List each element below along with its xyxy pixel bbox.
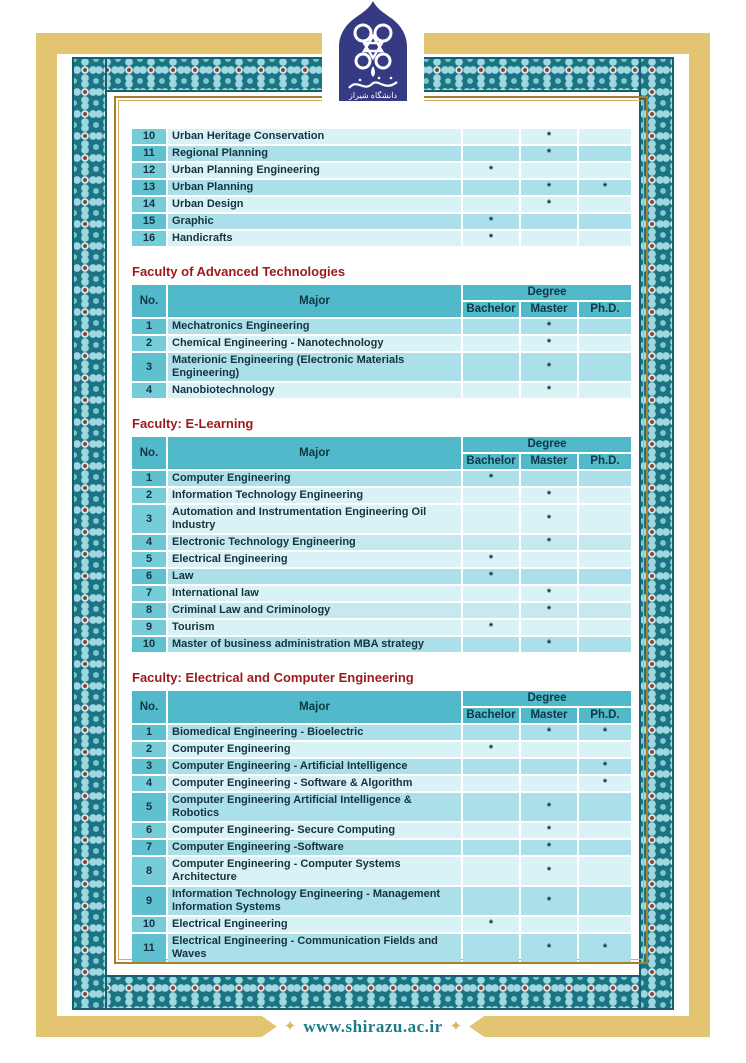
row-number-cell: 3 bbox=[132, 505, 166, 533]
row-number-cell: 14 bbox=[132, 197, 166, 212]
phd-mark-cell: * bbox=[579, 180, 631, 195]
bachelor-mark-cell bbox=[463, 353, 519, 381]
phd-mark-cell bbox=[579, 535, 631, 550]
bachelor-mark-cell bbox=[463, 603, 519, 618]
phd-mark-cell bbox=[579, 887, 631, 915]
bachelor-mark-cell bbox=[463, 840, 519, 855]
major-row bbox=[132, 488, 631, 503]
footer bbox=[57, 1010, 689, 1043]
row-number-cell: 1 bbox=[132, 471, 166, 486]
bachelor-mark-cell: * bbox=[463, 471, 519, 486]
master-mark-cell: * bbox=[521, 603, 577, 618]
master-mark-cell: * bbox=[521, 129, 577, 144]
phd-mark-cell bbox=[579, 857, 631, 885]
phd-mark-cell bbox=[579, 353, 631, 381]
major-name-cell: Mechatronics Engineering bbox=[168, 319, 461, 334]
major-row bbox=[132, 857, 631, 885]
bachelor-mark-cell: * bbox=[463, 620, 519, 635]
bachelor-mark-cell: * bbox=[463, 214, 519, 229]
header-phd: Ph.D. bbox=[579, 708, 631, 723]
major-name-cell: Computer Engineering bbox=[168, 471, 461, 486]
bachelor-mark-cell bbox=[463, 146, 519, 161]
phd-mark-cell bbox=[579, 793, 631, 821]
phd-mark-cell bbox=[579, 637, 631, 652]
master-mark-cell: * bbox=[521, 319, 577, 334]
bachelor-mark-cell bbox=[463, 637, 519, 652]
master-mark-cell: * bbox=[521, 383, 577, 398]
majors-table bbox=[130, 435, 633, 654]
master-mark-cell: * bbox=[521, 887, 577, 915]
phd-mark-cell bbox=[579, 823, 631, 838]
row-number-cell: 7 bbox=[132, 840, 166, 855]
master-mark-cell: * bbox=[521, 180, 577, 195]
major-name-cell: Electrical Engineering - Communication Fields and Waves bbox=[168, 934, 461, 962]
row-number-cell: 3 bbox=[132, 759, 166, 774]
majors-table bbox=[130, 689, 633, 964]
bachelor-mark-cell bbox=[463, 505, 519, 533]
row-number-cell: 15 bbox=[132, 214, 166, 229]
master-mark-cell: * bbox=[521, 637, 577, 652]
master-mark-cell: * bbox=[521, 823, 577, 838]
major-row bbox=[132, 214, 631, 229]
phd-mark-cell bbox=[579, 603, 631, 618]
phd-mark-cell bbox=[579, 214, 631, 229]
major-name-cell: Tourism bbox=[168, 620, 461, 635]
major-row bbox=[132, 231, 631, 246]
majors-table bbox=[130, 283, 633, 400]
bachelor-mark-cell bbox=[463, 336, 519, 351]
phd-mark-cell bbox=[579, 552, 631, 567]
major-name-cell: Handicrafts bbox=[168, 231, 461, 246]
major-row bbox=[132, 586, 631, 601]
table-section-e-learning bbox=[130, 416, 633, 654]
phd-mark-cell bbox=[579, 471, 631, 486]
major-row bbox=[132, 552, 631, 567]
bachelor-mark-cell: * bbox=[463, 917, 519, 932]
bachelor-mark-cell bbox=[463, 129, 519, 144]
row-number-cell: 6 bbox=[132, 823, 166, 838]
major-row bbox=[132, 471, 631, 486]
master-mark-cell: * bbox=[521, 336, 577, 351]
row-number-cell: 8 bbox=[132, 603, 166, 618]
major-name-cell: Urban Design bbox=[168, 197, 461, 212]
phd-mark-cell bbox=[579, 742, 631, 757]
master-mark-cell bbox=[521, 552, 577, 567]
phd-mark-cell bbox=[579, 488, 631, 503]
row-number-cell: 2 bbox=[132, 336, 166, 351]
bachelor-mark-cell bbox=[463, 934, 519, 962]
tables-content-area bbox=[130, 127, 633, 964]
row-number-cell: 4 bbox=[132, 535, 166, 550]
major-row bbox=[132, 917, 631, 932]
master-mark-cell bbox=[521, 917, 577, 932]
header-major: Major bbox=[168, 437, 461, 469]
bachelor-mark-cell bbox=[463, 586, 519, 601]
header-no: No. bbox=[132, 691, 166, 723]
major-name-cell: Computer Engineering- Secure Computing bbox=[168, 823, 461, 838]
master-mark-cell: * bbox=[521, 535, 577, 550]
faculty-title: Faculty: E-Learning bbox=[132, 416, 254, 431]
phd-mark-cell: * bbox=[579, 776, 631, 791]
bachelor-mark-cell: * bbox=[463, 742, 519, 757]
master-mark-cell: * bbox=[521, 488, 577, 503]
major-row bbox=[132, 197, 631, 212]
bachelor-mark-cell bbox=[463, 776, 519, 791]
major-name-cell: Urban Heritage Conservation bbox=[168, 129, 461, 144]
phd-mark-cell bbox=[579, 197, 631, 212]
bachelor-mark-cell bbox=[463, 180, 519, 195]
master-mark-cell bbox=[521, 776, 577, 791]
master-mark-cell: * bbox=[521, 146, 577, 161]
major-name-cell: Computer Engineering -Software bbox=[168, 840, 461, 855]
master-mark-cell: * bbox=[521, 857, 577, 885]
row-number-cell: 3 bbox=[132, 353, 166, 381]
phd-mark-cell bbox=[579, 163, 631, 178]
phd-mark-cell: * bbox=[579, 934, 631, 962]
row-number-cell: 7 bbox=[132, 586, 166, 601]
row-number-cell: 11 bbox=[132, 934, 166, 962]
row-number-cell: 2 bbox=[132, 488, 166, 503]
bachelor-mark-cell bbox=[463, 793, 519, 821]
bachelor-mark-cell bbox=[463, 197, 519, 212]
footer-gold-bar-right bbox=[469, 1016, 689, 1037]
major-name-cell: Criminal Law and Criminology bbox=[168, 603, 461, 618]
header-major: Major bbox=[168, 691, 461, 723]
major-row bbox=[132, 793, 631, 821]
major-name-cell: Information Technology Engineering bbox=[168, 488, 461, 503]
bachelor-mark-cell: * bbox=[463, 569, 519, 584]
header-degree-group: Degree bbox=[463, 285, 631, 300]
major-row bbox=[132, 353, 631, 381]
row-number-cell: 6 bbox=[132, 569, 166, 584]
major-row bbox=[132, 759, 631, 774]
master-mark-cell bbox=[521, 163, 577, 178]
header-bachelor: Bachelor bbox=[463, 454, 519, 469]
phd-mark-cell bbox=[579, 336, 631, 351]
diamond-star-icon: ✦ bbox=[283, 1018, 297, 1035]
major-name-cell: Materionic Engineering (Electronic Materials Engineering) bbox=[168, 353, 461, 381]
major-name-cell: Computer Engineering Artificial Intelligence & Robotics bbox=[168, 793, 461, 821]
header-degree-group: Degree bbox=[463, 691, 631, 706]
header-master: Master bbox=[521, 302, 577, 317]
shiraz-university-logo-icon bbox=[334, 0, 412, 102]
master-mark-cell: * bbox=[521, 353, 577, 381]
major-name-cell: Information Technology Engineering - Management Information Systems bbox=[168, 887, 461, 915]
master-mark-cell bbox=[521, 742, 577, 757]
bachelor-mark-cell: * bbox=[463, 163, 519, 178]
faculty-title: Faculty: Electrical and Computer Engineering bbox=[132, 670, 414, 685]
bachelor-mark-cell: * bbox=[463, 231, 519, 246]
major-name-cell: Electrical Engineering bbox=[168, 917, 461, 932]
major-row bbox=[132, 319, 631, 334]
bachelor-mark-cell bbox=[463, 887, 519, 915]
phd-mark-cell: * bbox=[579, 725, 631, 740]
major-row bbox=[132, 383, 631, 398]
major-row bbox=[132, 823, 631, 838]
major-name-cell: Graphic bbox=[168, 214, 461, 229]
master-mark-cell bbox=[521, 569, 577, 584]
ornament-band-bottom bbox=[72, 975, 674, 1010]
bachelor-mark-cell bbox=[463, 383, 519, 398]
bachelor-mark-cell bbox=[463, 823, 519, 838]
master-mark-cell: * bbox=[521, 934, 577, 962]
major-row bbox=[132, 934, 631, 962]
master-mark-cell: * bbox=[521, 793, 577, 821]
major-row bbox=[132, 163, 631, 178]
row-number-cell: 5 bbox=[132, 793, 166, 821]
master-mark-cell: * bbox=[521, 725, 577, 740]
header-no: No. bbox=[132, 285, 166, 317]
major-name-cell: Biomedical Engineering - Bioelectric bbox=[168, 725, 461, 740]
major-row bbox=[132, 840, 631, 855]
major-row bbox=[132, 569, 631, 584]
table-section-electrical-computer bbox=[130, 670, 633, 964]
major-name-cell: Computer Engineering - Computer Systems Architecture bbox=[168, 857, 461, 885]
row-number-cell: 10 bbox=[132, 917, 166, 932]
phd-mark-cell: * bbox=[579, 759, 631, 774]
major-row bbox=[132, 180, 631, 195]
master-mark-cell: * bbox=[521, 197, 577, 212]
major-row bbox=[132, 505, 631, 533]
major-name-cell: Computer Engineering - Software & Algorithm bbox=[168, 776, 461, 791]
bachelor-mark-cell bbox=[463, 725, 519, 740]
phd-mark-cell bbox=[579, 129, 631, 144]
logo-caption: دانشگاه شیراز bbox=[348, 91, 398, 100]
header-bachelor: Bachelor bbox=[463, 708, 519, 723]
header-master: Master bbox=[521, 454, 577, 469]
row-number-cell: 9 bbox=[132, 887, 166, 915]
major-row bbox=[132, 637, 631, 652]
phd-mark-cell bbox=[579, 620, 631, 635]
row-number-cell: 2 bbox=[132, 742, 166, 757]
bachelor-mark-cell bbox=[463, 857, 519, 885]
bachelor-mark-cell bbox=[463, 319, 519, 334]
faculty-title: Faculty of Advanced Technologies bbox=[132, 264, 346, 279]
row-number-cell: 1 bbox=[132, 319, 166, 334]
header-degree-group: Degree bbox=[463, 437, 631, 452]
major-name-cell: Regional Planning bbox=[168, 146, 461, 161]
footer-gold-bar-left bbox=[57, 1016, 277, 1037]
table-section-continuation bbox=[130, 127, 633, 248]
phd-mark-cell bbox=[579, 146, 631, 161]
bachelor-mark-cell bbox=[463, 488, 519, 503]
major-row bbox=[132, 336, 631, 351]
major-row bbox=[132, 742, 631, 757]
majors-table bbox=[130, 127, 633, 248]
master-mark-cell bbox=[521, 231, 577, 246]
major-name-cell: Automation and Instrumentation Engineering Oil Industry bbox=[168, 505, 461, 533]
header-phd: Ph.D. bbox=[579, 302, 631, 317]
major-name-cell: Chemical Engineering - Nanotechnology bbox=[168, 336, 461, 351]
university-logo bbox=[322, 0, 424, 106]
row-number-cell: 4 bbox=[132, 776, 166, 791]
major-name-cell: Nanobiotechnology bbox=[168, 383, 461, 398]
phd-mark-cell bbox=[579, 319, 631, 334]
row-number-cell: 16 bbox=[132, 231, 166, 246]
phd-mark-cell bbox=[579, 569, 631, 584]
master-mark-cell bbox=[521, 214, 577, 229]
major-name-cell: Computer Engineering bbox=[168, 742, 461, 757]
row-number-cell: 11 bbox=[132, 146, 166, 161]
master-mark-cell: * bbox=[521, 840, 577, 855]
row-number-cell: 13 bbox=[132, 180, 166, 195]
major-row bbox=[132, 620, 631, 635]
row-number-cell: 10 bbox=[132, 637, 166, 652]
major-name-cell: Law bbox=[168, 569, 461, 584]
major-row bbox=[132, 776, 631, 791]
ornament-band-left bbox=[72, 57, 107, 1010]
header-major: Major bbox=[168, 285, 461, 317]
phd-mark-cell bbox=[579, 505, 631, 533]
major-name-cell: International law bbox=[168, 586, 461, 601]
major-row bbox=[132, 535, 631, 550]
row-number-cell: 8 bbox=[132, 857, 166, 885]
row-number-cell: 10 bbox=[132, 129, 166, 144]
bachelor-mark-cell bbox=[463, 759, 519, 774]
header-phd: Ph.D. bbox=[579, 454, 631, 469]
row-number-cell: 5 bbox=[132, 552, 166, 567]
master-mark-cell bbox=[521, 471, 577, 486]
phd-mark-cell bbox=[579, 383, 631, 398]
header-no: No. bbox=[132, 437, 166, 469]
diamond-star-icon: ✦ bbox=[449, 1018, 463, 1035]
major-row bbox=[132, 603, 631, 618]
master-mark-cell bbox=[521, 620, 577, 635]
phd-mark-cell bbox=[579, 231, 631, 246]
row-number-cell: 9 bbox=[132, 620, 166, 635]
major-row bbox=[132, 129, 631, 144]
row-number-cell: 4 bbox=[132, 383, 166, 398]
major-name-cell: Computer Engineering - Artificial Intelligence bbox=[168, 759, 461, 774]
header-master: Master bbox=[521, 708, 577, 723]
row-number-cell: 1 bbox=[132, 725, 166, 740]
major-row bbox=[132, 725, 631, 740]
major-row bbox=[132, 887, 631, 915]
bachelor-mark-cell: * bbox=[463, 552, 519, 567]
website-url[interactable]: www.shirazu.ac.ir bbox=[303, 1016, 443, 1036]
row-number-cell: 12 bbox=[132, 163, 166, 178]
bachelor-mark-cell bbox=[463, 535, 519, 550]
master-mark-cell: * bbox=[521, 586, 577, 601]
header-bachelor: Bachelor bbox=[463, 302, 519, 317]
table-section-advanced-technologies bbox=[130, 264, 633, 400]
phd-mark-cell bbox=[579, 586, 631, 601]
major-name-cell: Electronic Technology Engineering bbox=[168, 535, 461, 550]
master-mark-cell bbox=[521, 759, 577, 774]
major-name-cell: Urban Planning bbox=[168, 180, 461, 195]
major-name-cell: Urban Planning Engineering bbox=[168, 163, 461, 178]
major-name-cell: Electrical Engineering bbox=[168, 552, 461, 567]
phd-mark-cell bbox=[579, 840, 631, 855]
major-row bbox=[132, 146, 631, 161]
phd-mark-cell bbox=[579, 917, 631, 932]
master-mark-cell: * bbox=[521, 505, 577, 533]
major-name-cell: Master of business administration MBA strategy bbox=[168, 637, 461, 652]
